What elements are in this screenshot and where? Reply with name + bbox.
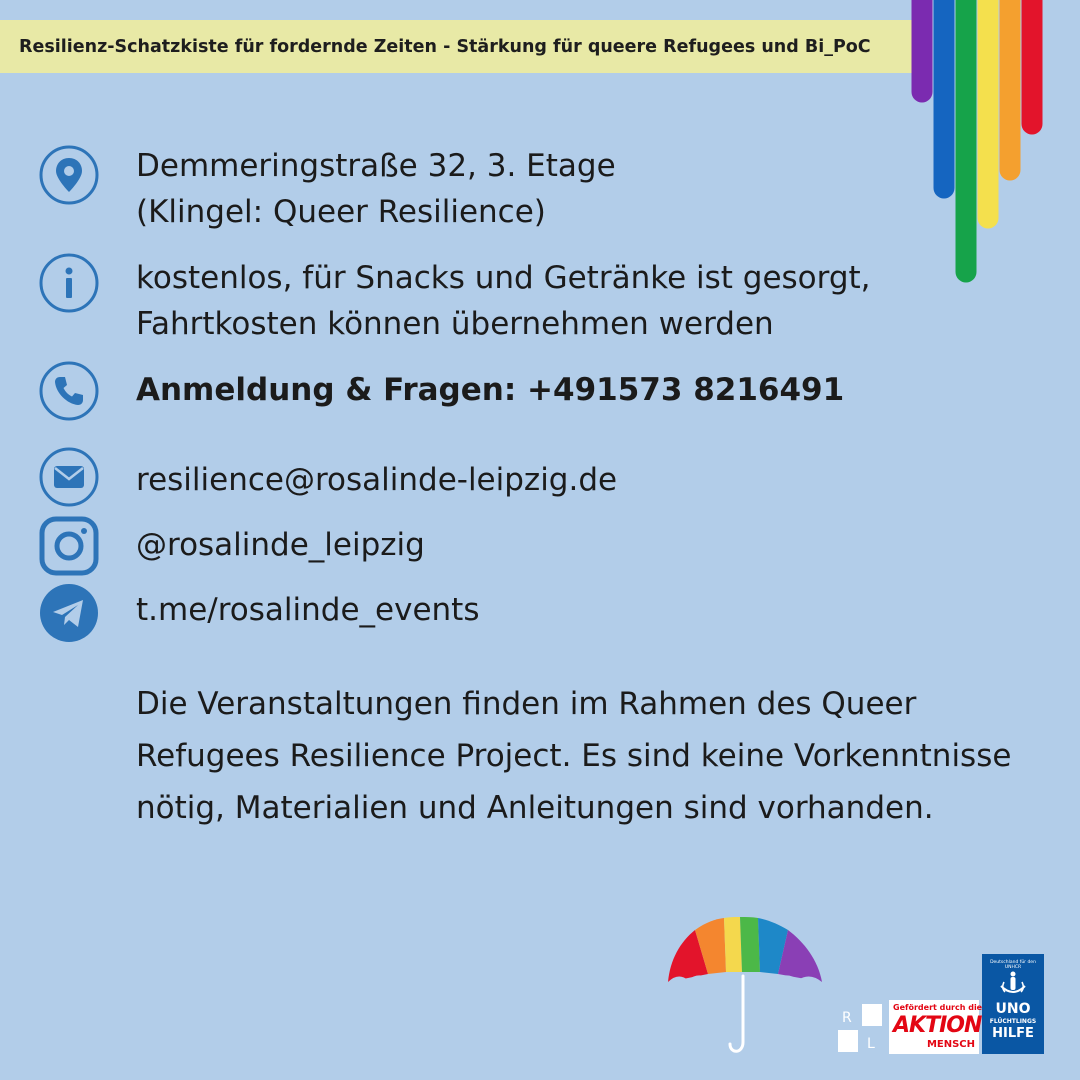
header-banner	[0, 20, 930, 73]
info-line-2: Fahrtkosten können übernehmen werden	[136, 306, 774, 342]
rl-letter-l: L	[867, 1036, 875, 1052]
uno-small-text: Deutschland für den UNHCR	[990, 960, 1036, 970]
rainbow-umbrella-icon	[664, 912, 826, 1060]
address-line-1: Demmeringstraße 32, 3. Etage	[136, 148, 616, 184]
phone-icon	[38, 360, 100, 422]
contact-telegram[interactable]: t.me/rosalinde_events	[136, 592, 480, 628]
uno-mid-text: FLÜCHTLINGS	[989, 1018, 1037, 1025]
banner-title: Resilienz-Schatzkiste für fordernde Zeiten - Stärkung für queere Refugees und Bi_PoC	[19, 36, 871, 57]
description-line-2: Refugees Resilience Project. Es sind keine Vorkenntnisse	[136, 738, 1012, 774]
address-line-2: (Klingel: Queer Resilience)	[136, 194, 546, 230]
aktion-mensch-logo	[889, 1000, 983, 1054]
description-paragraph	[136, 678, 1036, 834]
contact-instagram[interactable]: @rosalinde_leipzig	[136, 527, 425, 563]
rl-letter-r: R	[842, 1010, 852, 1026]
aktion-sub-text: MENSCH	[926, 1039, 975, 1050]
aktion-main-text: AKTION	[893, 1013, 982, 1038]
contact-phone[interactable]: Anmeldung & Fragen: +491573 8216491	[136, 372, 845, 408]
info-icon	[38, 252, 100, 314]
uno-fluechtlingshilfe-logo	[982, 954, 1044, 1054]
instagram-icon	[38, 515, 100, 577]
description-line-3: nötig, Materialien und Anleitungen sind vorhanden.	[136, 790, 934, 826]
mail-icon	[38, 446, 100, 508]
info-line-1: kostenlos, für Snacks und Getränke ist gesorgt,	[136, 260, 871, 296]
description-line-1: Die Veranstaltungen finden im Rahmen des Queer	[136, 686, 917, 722]
contact-email[interactable]: resilience@rosalinde-leipzig.de	[136, 462, 618, 498]
telegram-icon	[38, 582, 100, 644]
map-pin-icon	[38, 144, 100, 206]
uno-main-text: UNO	[995, 1001, 1031, 1017]
rl-logo	[836, 1002, 884, 1054]
uno-hilfe-text: HILFE	[992, 1026, 1034, 1041]
unhcr-emblem-icon	[997, 968, 1029, 1000]
aktion-top-text: Gefördert durch die	[893, 1003, 983, 1012]
